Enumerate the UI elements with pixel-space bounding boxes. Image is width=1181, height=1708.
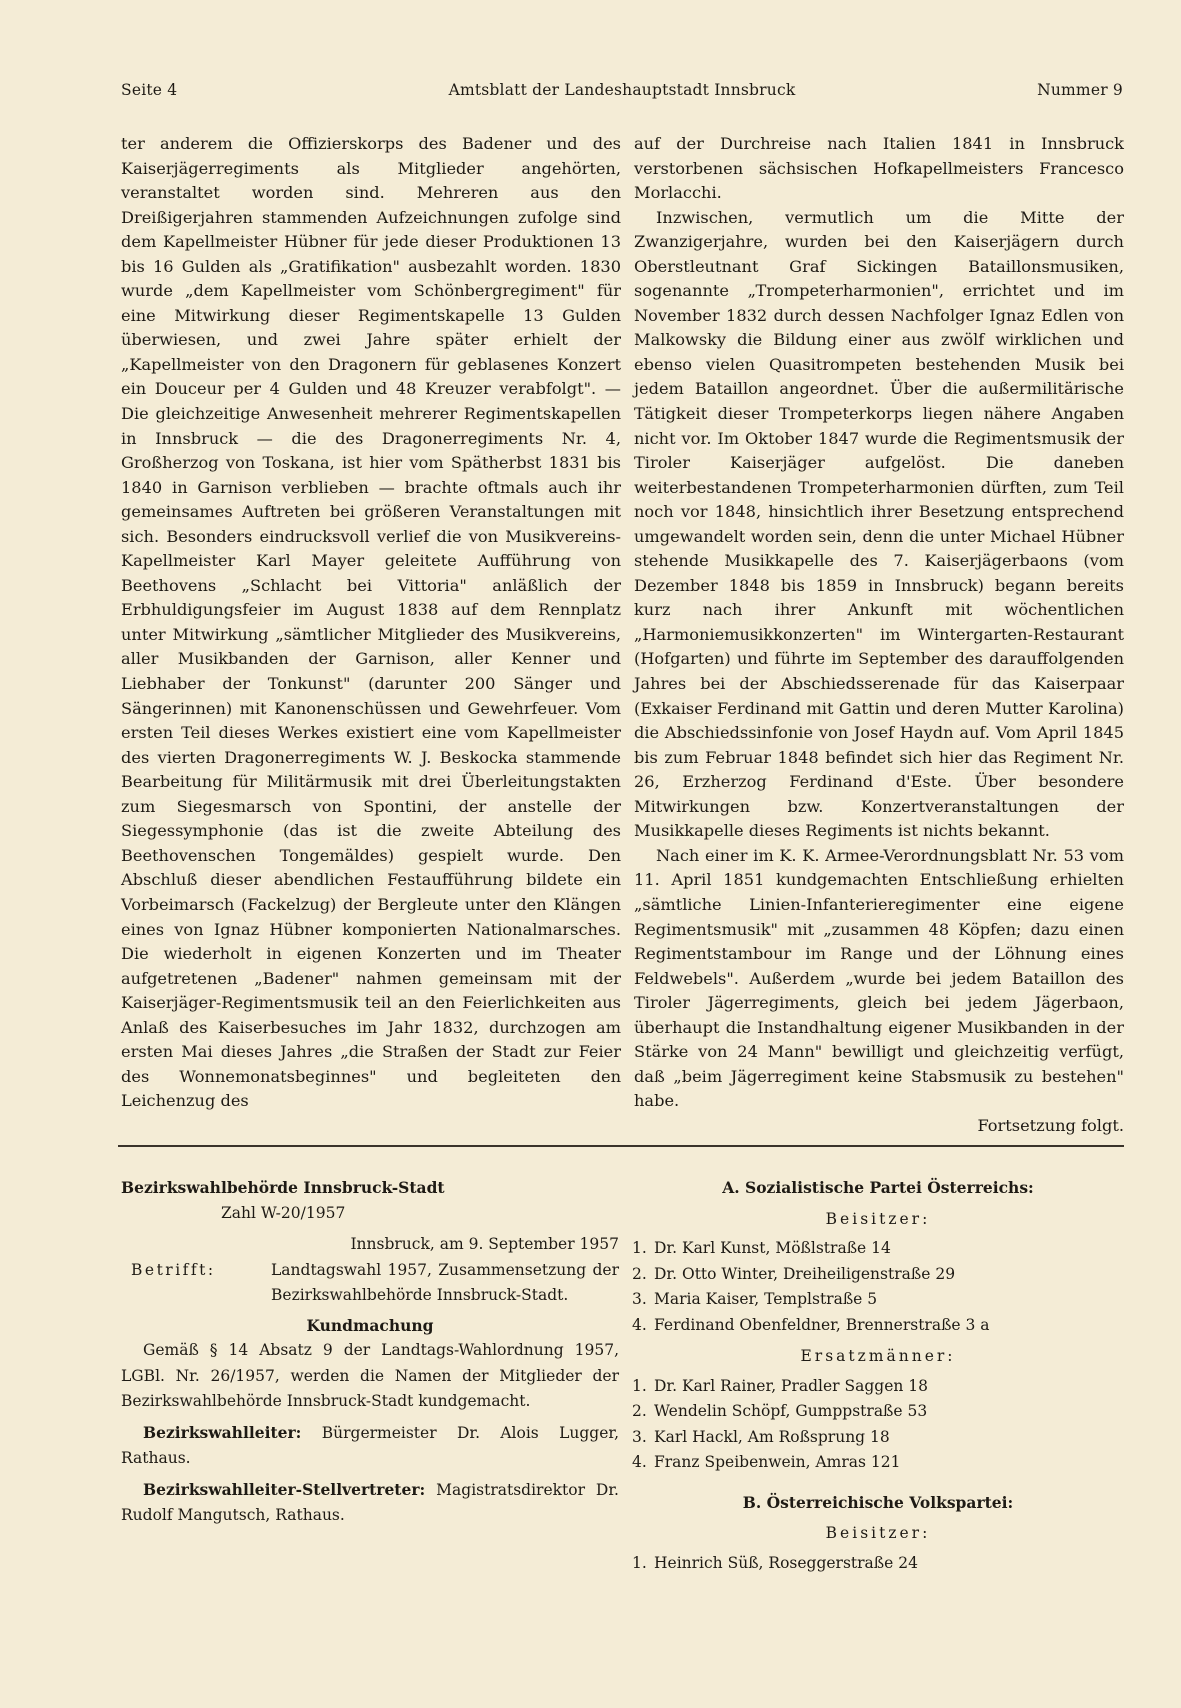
place-date: Innsbruck, am 9. September 1957 (350, 1235, 619, 1253)
party-members (632, 1175, 1124, 1576)
page-number: Seite 4 (121, 81, 178, 99)
spoe-heading: A. Sozialistische Partei Österreichs: (722, 1178, 1034, 1197)
subject-text: Landtagswahl 1957, Zusammensetzung der Bezirkswahlbehörde Innsbruck-Stadt. (271, 1260, 619, 1304)
leader-line (121, 1420, 619, 1472)
list-item: 4. Ferdinand Obenfeldner, Brennerstraße 3 a (632, 1315, 990, 1334)
oevp-beisitzer-list (632, 1551, 1124, 1577)
list-item: 2. Wendelin Schöpf, Gumppstraße 53 (632, 1402, 928, 1420)
article-column-right (634, 132, 1124, 1138)
subject-block (121, 1258, 619, 1309)
article-paragraph: auf der Durchreise nach Italien 1841 in Innsbruck verstorbenen sächsischen Hofkapellmeisters Francesco Morlacchi. (634, 134, 1124, 203)
deputy-line (121, 1477, 619, 1529)
deputy-text: Magistratsdirektor Dr. Rudolf Mangutsch, Rathaus. (121, 1480, 619, 1524)
leader-text: Bürgermeister Dr. Alois Lugger, Rathaus. (121, 1423, 619, 1467)
deputy-label: Bezirkswahlleiter-Stellvertreter: (143, 1479, 426, 1499)
reference-number: Zahl W-20/1957 (221, 1203, 346, 1222)
oevp-heading: B. Österreichische Volkspartei: (742, 1492, 1014, 1512)
subject-label: Betrifft: (131, 1260, 216, 1279)
beisitzer-label: Beisitzer: (825, 1209, 931, 1228)
section-divider (118, 1145, 1124, 1147)
list-item: 3. Karl Hackl, Am Roßsprung 18 (632, 1427, 890, 1446)
list-item: 2. Dr. Otto Winter, Dreiheiligenstraße 29 (632, 1264, 956, 1283)
article-paragraph: Nach einer im K. K. Armee-Verordnungsblatt Nr. 53 vom 11. April 1851 kundgemachten Entschließung erhielten „sämtliche Linien-Infanterieregimenter eine eigene Regimentsmusik" mit „zusammen 48 Köpfen; dazu einen Regimentstambour im Range und der Löhnung eines Feldwebels". Außerdem „wurde bei jedem Bataillon des Tiroler Jägerregiments, gleich bei jedem Jägerbaon, überhaupt die Instandhaltung eigener Musikbanden in der Stärke von 24 Mann" bewilligt und gleichzeitig verfügt, daß „beim Jägerregiment keine Stabsmusik zu bestehen" habe. (634, 845, 1124, 1111)
article-paragraph: Inzwischen, vermutlich um die Mitte der Zwanzigerjahre, wurden bei den Kaiserjägern durch Oberstleutnant Graf Sickingen Bataillonsmusiken, sogenannte „Trompeterharmonien", errichtet und im November 1832 durch dessen Nachfolger Ignaz Edlen von Malkowsky die Bildung einer aus zwölf wirklichen und ebenso vielen Quasitrompeten bestehenden Musik bei jedem Bataillon angeordnet. Über die außermilitärische Tätigkeit dieser Trompeterkorps liegen nähere Angaben nicht vor. Im Oktober 1847 wurde die Regimentsmusik der Tiroler Kaiserjäger aufgelöst. Die daneben weiterbestandenen Trompeterharmonien dürften, zum Teil noch vor 1848, hinsichtlich ihrer Besetzung entsprechend umgewandelt worden sein, denn die unter Michael Hübner stehende Musikkapelle des 7. Kaiserjägerbaons (vom Dezember 1848 bis 1859 in Innsbruck) begann bereits kurz nach ihrer Ankunft mit wöchentlichen „Harmoniemusikkonzerten" im Wintergarten-Restaurant (Hofgarten) und führte im September des darauffolgenden Jahres bei der Abschiedsserenade für das Kaiserpaar (Exkaiser Ferdinand mit Gattin und deren Mutter Karolina) die Abschiedssinfonie von Josef Haydn auf. Vom April 1845 bis zum Februar 1848 befindet sich hier das Regiment Nr. 26, Erzherzog Ferdinand d'Este. Über besondere Mitwirkungen bzw. Konzertveranstaltungen der Musikkapelle dieses Regiments ist nichts bekannt. (634, 207, 1124, 841)
authority-heading: Bezirkswahlbehörde Innsbruck-Stadt (121, 1178, 445, 1197)
list-item: 3. Maria Kaiser, Templstraße 5 (632, 1290, 878, 1308)
issue-number: Nummer 9 (1037, 81, 1123, 99)
page-header (121, 81, 1123, 105)
list-item: 1. Heinrich Süß, Roseggerstraße 24 (632, 1553, 918, 1572)
notice-heading: Kundmachung (306, 1315, 434, 1335)
notice-body: Gemäß § 14 Absatz 9 der Landtags-Wahlordnung 1957, LGBl. Nr. 26/1957, werden die Namen der Mitglieder der Bezirkswahlbehörde Innsbruck-Stadt kundgemacht. (121, 1341, 619, 1410)
article-column-left (121, 132, 621, 1114)
spoe-ersatz-list (632, 1374, 1124, 1476)
spoe-beisitzer-list (632, 1236, 1124, 1338)
list-item: 1. Dr. Karl Kunst, Mößlstraße 14 (632, 1239, 891, 1257)
ersatz-label: Ersatzmänner: (800, 1347, 956, 1365)
publication-title: Amtsblatt der Landeshauptstadt Innsbruck (448, 81, 796, 99)
beisitzer-label: Beisitzer: (825, 1524, 931, 1542)
election-notice (121, 1175, 619, 1529)
list-item: 1. Dr. Karl Rainer, Pradler Saggen 18 (632, 1376, 929, 1395)
article-paragraph: ter anderem die Offizierskorps des Badener und des Kaiserjägerregiments als Mitglieder angehörten, veranstaltet worden sind. Mehreren aus den Dreißigerjahren stammenden Aufzeichnungen zufolge sind dem Kapellmeister Hübner für jede dieser Produktionen 13 bis 16 Gulden als „Gratifikation" ausbezahlt worden. 1830 wurde „dem Kapellmeister vom Schönbergregiment" für eine Mitwirkung dieser Regimentskapelle 13 Gulden überwiesen, und zwei Jahre später erhielt der „Kapellmeister von den Dragonern für geblasenes Konzert ein Douceur per 4 Gulden und 48 Kreuzer verabfolgt". — Die gleichzeitige Anwesenheit mehrerer Regimentskapellen in Innsbruck — die des Dragonerregiments Nr. 4, Großherzog von Toskana, ist hier vom Spätherbst 1831 bis 1840 in Garnison verblieben — brachte oftmals auch ihr gemeinsames Auftreten bei größeren Veranstaltungen mit sich. Besonders eindrucksvoll verlief die von Musikvereins-Kapellmeister Karl Mayer geleitete Aufführung von Beethovens „Schlacht bei Vittoria" anläßlich der Erbhuldigungsfeier im August 1838 auf dem Rennplatz unter Mitwirkung „sämtlicher Mitglieder des Musikvereins, aller Musikbanden der Garnison, aller Kenner und Liebhaber der Tonkunst" (darunter 200 Sänger und Sängerinnen) mit Kanonenschüssen und Gewehrfeuer. Vom ersten Teil dieses Werkes existiert eine vom Kapellmeister des vierten Dragonerregiments W. J. Beskocka stammende Bearbeitung für Militärmusik mit drei Überleitungstakten zum Siegesmarsch von Spontini, der anstelle der Siegessymphonie (das ist die zweite Abteilung des Beethovenschen Tongemäldes) gespielt wurde. Den Abschluß dieser abendlichen Festaufführung bildete ein Vorbeimarsch (Fackelzug) der Bergleute unter den Klängen eines von Ignaz Hübner komponierten Nationalmarsches. Die wiederholt in eigenen Konzerten und im Theater aufgetretenen „Badener" nahmen gemeinsam mit der Kaiserjäger-Regimentsmusik teil an den Feierlichkeiten aus Anlaß des Kaiserbesuches im Jahr 1832, durchzogen am ersten Mai dieses Jahres „die Straßen der Stadt zur Feier des Wonnemonatsbeginnes" und begleiteten den Leichenzug des (121, 134, 621, 1111)
leader-label: Bezirkswahlleiter: (143, 1422, 302, 1442)
list-item: 4. Franz Speibenwein, Amras 121 (632, 1453, 901, 1471)
continued-note: Fortsetzung folgt. (977, 1115, 1124, 1135)
